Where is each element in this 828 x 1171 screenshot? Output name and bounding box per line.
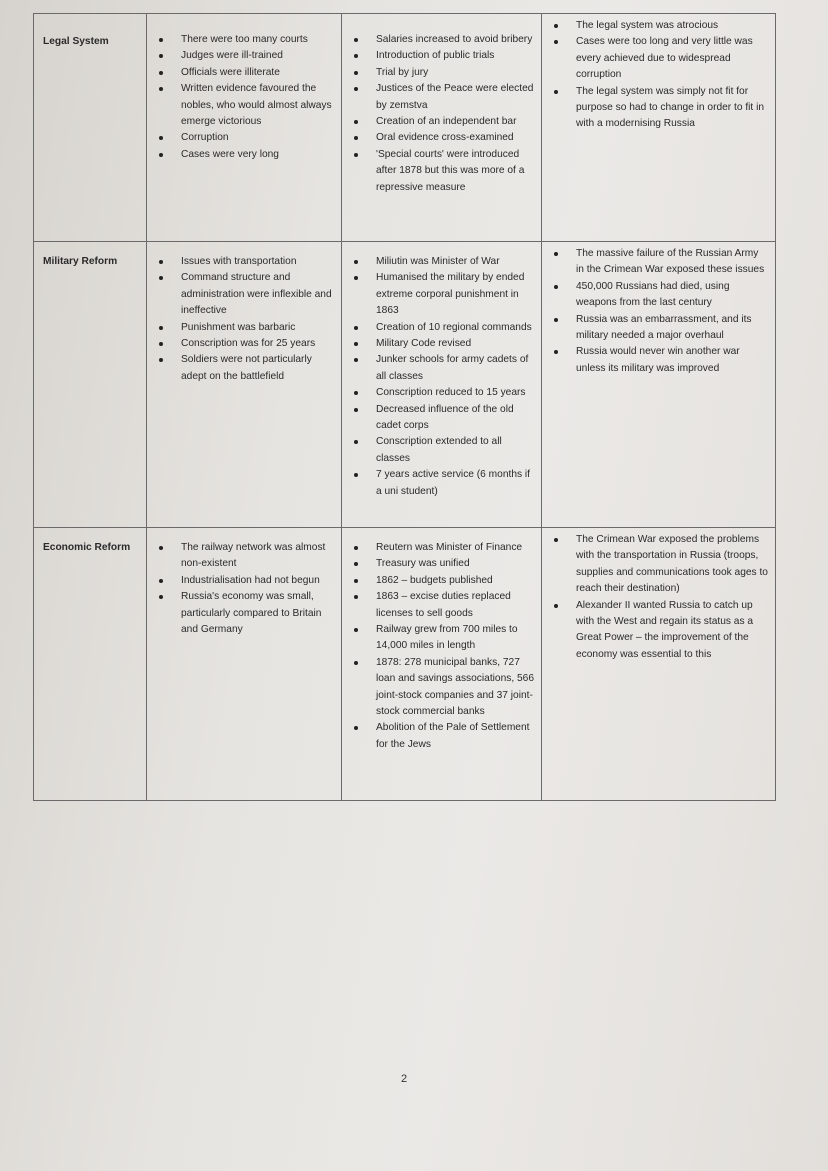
bullet-point: Officials were illiterate [147,65,341,81]
bullet-point: The massive failure of the Russian Army in the Crimean War exposed these issues [542,246,775,279]
bullet-point: Treasury was unified [342,556,541,572]
bullet-point: Industrialisation had not begun [147,573,341,589]
bullet-point: The legal system was atrocious [542,18,775,34]
reasons-cell [542,528,776,801]
row-heading: Economic Reform [34,528,147,801]
reforms-cell [342,242,542,528]
problems-cell [147,528,342,801]
bullet-point: Cases were too long and very little was every achieved due to widespread corruption [542,34,775,83]
bullet-point: Russia was an embarrassment, and its military needed a major overhaul [542,312,775,345]
bullet-list [342,32,541,196]
bullet-point: Cases were very long [147,147,341,163]
bullet-point: 450,000 Russians had died, using weapons from the last century [542,279,775,312]
table-row [34,242,776,528]
table-row [34,14,776,242]
table-row [34,528,776,801]
bullet-list [542,532,775,663]
bullet-list [147,254,341,385]
bullet-point: Railway grew from 700 miles to 14,000 miles in length [342,622,541,655]
bullet-point: Alexander II wanted Russia to catch up with the West and regain its status as a Great Power – the improvement of the economy was essential to this [542,598,775,664]
bullet-point: Military Code revised [342,336,541,352]
bullet-point: 1878: 278 municipal banks, 727 loan and savings associations, 566 joint-stock companies and 37 joint-stock commercial banks [342,655,541,721]
bullet-point: Russia's economy was small, particularly compared to Britain and Germany [147,589,341,638]
bullet-point: Miliutin was Minister of War [342,254,541,270]
bullet-point: Salaries increased to avoid bribery [342,32,541,48]
bullet-point: Conscription was for 25 years [147,336,341,352]
bullet-point: Justices of the Peace were elected by zemstva [342,81,541,114]
reforms-cell [342,14,542,242]
page-number: 2 [400,1073,408,1085]
bullet-point: Punishment was barbaric [147,320,341,336]
reforms-cell [342,528,542,801]
bullet-list [542,246,775,377]
bullet-point: Abolition of the Pale of Settlement for the Jews [342,720,541,753]
bullet-point: Russia would never win another war unless its military was improved [542,344,775,377]
bullet-point: Creation of an independent bar [342,114,541,130]
bullet-point: The Crimean War exposed the problems with the transportation in Russia (troops, supplies and communications took ages to reach their destination) [542,532,775,598]
bullet-point: Junker schools for army cadets of all classes [342,352,541,385]
bullet-point: Trial by jury [342,65,541,81]
reform-table [33,13,776,801]
bullet-point: 7 years active service (6 months if a uni student) [342,467,541,500]
bullet-point: Creation of 10 regional commands [342,320,541,336]
bullet-point: 1863 – excise duties replaced licenses to sell goods [342,589,541,622]
bullet-point: Humanised the military by ended extreme corporal punishment in 1863 [342,270,541,319]
bullet-list [147,540,341,638]
bullet-point: Introduction of public trials [342,48,541,64]
bullet-point: Command structure and administration were inflexible and ineffective [147,270,341,319]
bullet-list [342,540,541,753]
bullet-list [342,254,541,500]
reasons-cell [542,242,776,528]
bullet-point: Written evidence favoured the nobles, who would almost always emerge victorious [147,81,341,130]
bullet-point: There were too many courts [147,32,341,48]
bullet-point: Judges were ill-trained [147,48,341,64]
bullet-list [147,32,341,163]
bullet-point: The railway network was almost non-existent [147,540,341,573]
row-heading: Legal System [34,14,147,242]
bullet-point: Oral evidence cross-examined [342,130,541,146]
reform-table-body [34,14,776,801]
bullet-point: The legal system was simply not fit for purpose so had to change in order to fit in with a modernising Russia [542,84,775,133]
problems-cell [147,14,342,242]
bullet-point: 'Special courts' were introduced after 1878 but this was more of a repressive measure [342,147,541,196]
bullet-point: Decreased influence of the old cadet corps [342,402,541,435]
reasons-cell [542,14,776,242]
bullet-point: Corruption [147,130,341,146]
bullet-point: Conscription extended to all classes [342,434,541,467]
bullet-point: Conscription reduced to 15 years [342,385,541,401]
bullet-point: Soldiers were not particularly adept on the battlefield [147,352,341,385]
bullet-point: Reutern was Minister of Finance [342,540,541,556]
bullet-point: Issues with transportation [147,254,341,270]
bullet-list [542,18,775,133]
row-heading: Military Reform [34,242,147,528]
problems-cell [147,242,342,528]
bullet-point: 1862 – budgets published [342,573,541,589]
